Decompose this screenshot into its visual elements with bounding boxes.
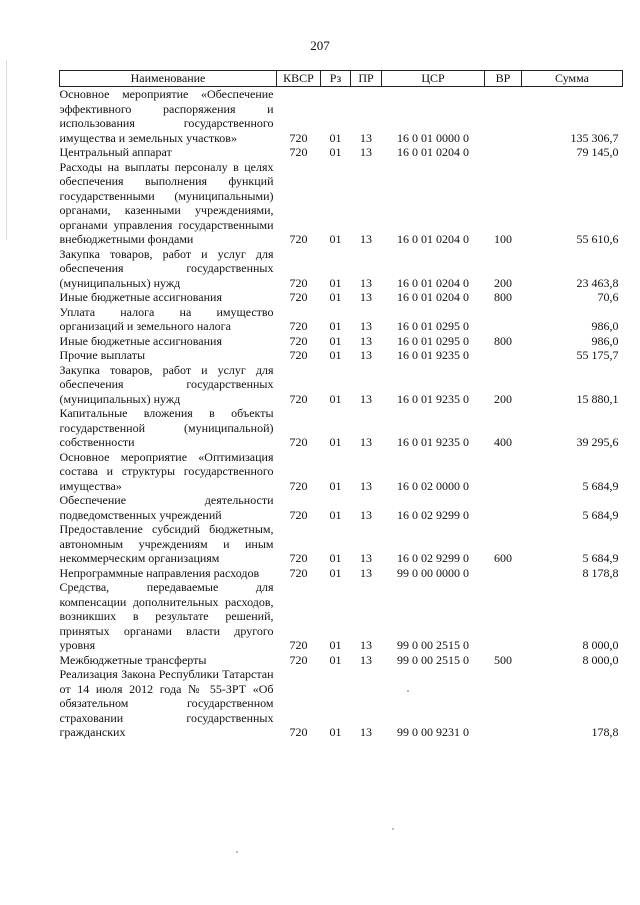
- cell-vr: [485, 305, 522, 334]
- header-pr: ПР: [351, 71, 382, 87]
- cell-name: Закупка товаров, работ и услуг для обеспечения государственных (муниципальных) нужд: [59, 362, 274, 406]
- cell-name: Предоставление субсидий бюджетным, автономным учреждениям и иным некоммерческим организациям: [59, 522, 274, 565]
- cell-csr: 16 0 02 9299 0: [397, 551, 469, 565]
- cell-csr: 16 0 01 0204 0: [397, 290, 469, 304]
- cell-rz: 01: [329, 290, 342, 304]
- cell-rz: 01: [329, 565, 342, 580]
- cell-csr: 16 0 01 0204 0: [397, 145, 469, 159]
- cell-rz: 01: [329, 275, 342, 290]
- cell-pr: 13: [360, 232, 372, 246]
- cell-csr: 99 0 00 0000 0: [397, 565, 469, 580]
- cell-sum: 135 306,7: [570, 130, 619, 145]
- table-row: [60, 450, 623, 494]
- cell-kvsr: 720: [289, 565, 308, 580]
- cell-vr: [485, 580, 522, 653]
- table-row: [60, 160, 623, 247]
- cell-vr: [485, 145, 522, 160]
- table-row: [60, 87, 623, 146]
- cell-csr: 16 0 02 0000 0: [397, 478, 469, 493]
- cell-rz: 01: [329, 130, 342, 145]
- cell-pr: 13: [360, 145, 372, 159]
- cell-vr: 100: [494, 232, 512, 246]
- cell-rz: 01: [329, 507, 342, 522]
- budget-table: [59, 70, 623, 740]
- cell-csr: 16 0 01 0204 0: [397, 275, 469, 290]
- cell-vr: [485, 566, 522, 581]
- cell-name: Прочие выплаты: [59, 348, 146, 362]
- cell-kvsr: 720: [289, 290, 308, 304]
- cell-pr: 13: [360, 290, 372, 304]
- cell-pr: 13: [360, 652, 372, 667]
- cell-pr: 13: [360, 507, 372, 522]
- cell-sum: 23 463,8: [576, 275, 619, 290]
- cell-sum: 55 175,7: [576, 348, 619, 362]
- cell-vr: 400: [494, 435, 512, 449]
- cell-kvsr: 720: [289, 348, 308, 362]
- header-sum: Сумма: [522, 71, 623, 87]
- table-row: [60, 290, 623, 305]
- cell-sum: 55 610,6: [576, 232, 619, 246]
- cell-csr: 16 0 01 9235 0: [397, 435, 469, 449]
- cell-pr: 13: [360, 565, 372, 580]
- cell-rz: 01: [329, 652, 342, 667]
- table-row: [60, 363, 623, 407]
- cell-vr: [485, 667, 522, 740]
- cell-csr: 16 0 01 9235 0: [397, 391, 469, 406]
- cell-name: Реализация Закона Республики Татарстан от 14 июля 2012 года № 55-ЗРТ «Об обязательном государственном страховании государственных гражданских: [59, 667, 274, 739]
- cell-rz: 01: [329, 333, 342, 348]
- cell-pr: 13: [360, 391, 372, 406]
- table-row: [60, 145, 623, 160]
- header-name: Наименование: [60, 71, 277, 87]
- cell-sum: 39 295,6: [576, 435, 619, 449]
- cell-csr: 16 0 01 0204 0: [397, 232, 469, 246]
- cell-csr: 16 0 01 9235 0: [397, 348, 469, 362]
- cell-kvsr: 720: [289, 725, 308, 739]
- cell-sum: 5 684,9: [582, 551, 619, 565]
- cell-vr: [485, 87, 522, 146]
- cell-rz: 01: [329, 638, 342, 652]
- cell-rz: 01: [329, 348, 342, 362]
- table-row: [60, 653, 623, 668]
- table-header: [60, 71, 623, 87]
- cell-kvsr: 720: [289, 551, 308, 565]
- table-row: [60, 348, 623, 363]
- cell-sum: 8 000,0: [582, 652, 619, 667]
- cell-name: Закупка товаров, работ и услуг для обеспечения государственных (муниципальных) нужд: [59, 246, 274, 290]
- cell-rz: 01: [329, 232, 342, 246]
- cell-name: Основное мероприятие «Оптимизация состава и структуры государственного имущества»: [59, 449, 274, 493]
- table-row: [60, 522, 623, 566]
- cell-pr: 13: [360, 725, 372, 739]
- cell-pr: 13: [360, 551, 372, 565]
- cell-pr: 13: [360, 638, 372, 652]
- table-row: [60, 580, 623, 653]
- cell-pr: 13: [360, 435, 372, 449]
- table-row: [60, 406, 623, 450]
- cell-vr: 200: [494, 275, 512, 290]
- cell-kvsr: 720: [289, 652, 308, 667]
- cell-vr: [485, 348, 522, 363]
- header-kvsr: КВСР: [277, 71, 321, 87]
- scan-artifact: [6, 60, 7, 240]
- cell-vr: [485, 493, 522, 522]
- cell-name: Средства, передаваемые для компенсации дополнительных расходов, возникших в результате решений, принятых органами власти другого уровня: [59, 580, 274, 652]
- cell-rz: 01: [329, 319, 342, 333]
- table-row: [60, 667, 623, 740]
- cell-name: Капитальные вложения в объекты государственной (муниципальной) собственности: [59, 406, 274, 449]
- cell-sum: 70,6: [597, 290, 619, 304]
- cell-csr: 16 0 01 0000 0: [397, 130, 469, 145]
- cell-name: Обеспечение деятельности подведомственных учреждений: [59, 493, 274, 522]
- cell-csr: 16 0 01 0295 0: [397, 319, 469, 333]
- cell-kvsr: 720: [289, 319, 308, 333]
- cell-pr: 13: [360, 333, 372, 348]
- cell-sum: 8 000,0: [582, 638, 619, 652]
- cell-rz: 01: [329, 391, 342, 406]
- cell-kvsr: 720: [289, 435, 308, 449]
- table-body: [60, 87, 623, 740]
- cell-vr: 800: [494, 290, 512, 304]
- cell-pr: 13: [360, 130, 372, 145]
- page-number: 207: [310, 38, 330, 53]
- cell-vr: 600: [494, 551, 512, 565]
- cell-name: Непрограммные направления расходов: [59, 565, 260, 580]
- cell-kvsr: 720: [289, 275, 308, 290]
- table-row: [60, 493, 623, 522]
- table-row: [60, 247, 623, 291]
- cell-sum: 5 684,9: [582, 478, 619, 493]
- cell-pr: 13: [360, 319, 372, 333]
- cell-rz: 01: [329, 435, 342, 449]
- scan-speck: [407, 690, 409, 692]
- cell-sum: 5 684,9: [582, 507, 619, 522]
- cell-rz: 01: [329, 725, 342, 739]
- cell-rz: 01: [329, 478, 342, 493]
- cell-kvsr: 720: [289, 507, 308, 522]
- cell-rz: 01: [329, 551, 342, 565]
- cell-vr: [485, 450, 522, 494]
- cell-sum: 986,0: [591, 319, 619, 333]
- cell-pr: 13: [360, 348, 372, 362]
- cell-kvsr: 720: [289, 130, 308, 145]
- cell-name: Межбюджетные трансферты: [59, 652, 207, 667]
- cell-pr: 13: [360, 275, 372, 290]
- cell-kvsr: 720: [289, 391, 308, 406]
- table-row: [60, 566, 623, 581]
- cell-kvsr: 720: [289, 478, 308, 493]
- cell-name: Иные бюджетные ассигнования: [59, 290, 222, 304]
- cell-csr: 16 0 02 9299 0: [397, 507, 469, 522]
- cell-vr: 800: [494, 333, 512, 348]
- cell-csr: 99 0 00 9231 0: [397, 725, 469, 739]
- cell-rz: 01: [329, 145, 342, 159]
- cell-name: Основное мероприятие «Обеспечение эффективного распоряжения и использования государственного имущества и земельных участков»: [59, 87, 274, 145]
- header-vr: ВР: [485, 71, 522, 87]
- scan-speck: [236, 851, 238, 853]
- cell-vr: 200: [494, 391, 512, 406]
- cell-name: Центральный аппарат: [59, 145, 172, 159]
- cell-sum: 15 880,1: [576, 391, 619, 406]
- cell-name: Уплата налога на имущество организаций и земельного налога: [59, 304, 274, 333]
- cell-csr: 16 0 01 0295 0: [397, 333, 469, 348]
- cell-kvsr: 720: [289, 145, 308, 159]
- cell-sum: 8 178,8: [582, 565, 619, 580]
- cell-pr: 13: [360, 478, 372, 493]
- scan-speck: [392, 828, 394, 830]
- cell-kvsr: 720: [289, 232, 308, 246]
- cell-kvsr: 720: [289, 638, 308, 652]
- header-rz: Рз: [321, 71, 351, 87]
- cell-sum: 986,0: [591, 333, 619, 348]
- cell-name: Иные бюджетные ассигнования: [59, 333, 222, 348]
- cell-kvsr: 720: [289, 333, 308, 348]
- cell-sum: 79 145,0: [576, 145, 619, 159]
- cell-csr: 99 0 00 2515 0: [397, 638, 469, 652]
- table-row: [60, 334, 623, 349]
- cell-vr: 500: [494, 652, 512, 667]
- header-csr: ЦСР: [382, 71, 485, 87]
- cell-name: Расходы на выплаты персоналу в целях обеспечения выполнения функций государственными (муниципальными) органами, казенными учреждениями, органами управления государственными внебюджетными фондами: [59, 159, 274, 246]
- cell-sum: 178,8: [591, 725, 619, 739]
- cell-csr: 99 0 00 2515 0: [397, 652, 469, 667]
- table-row: [60, 305, 623, 334]
